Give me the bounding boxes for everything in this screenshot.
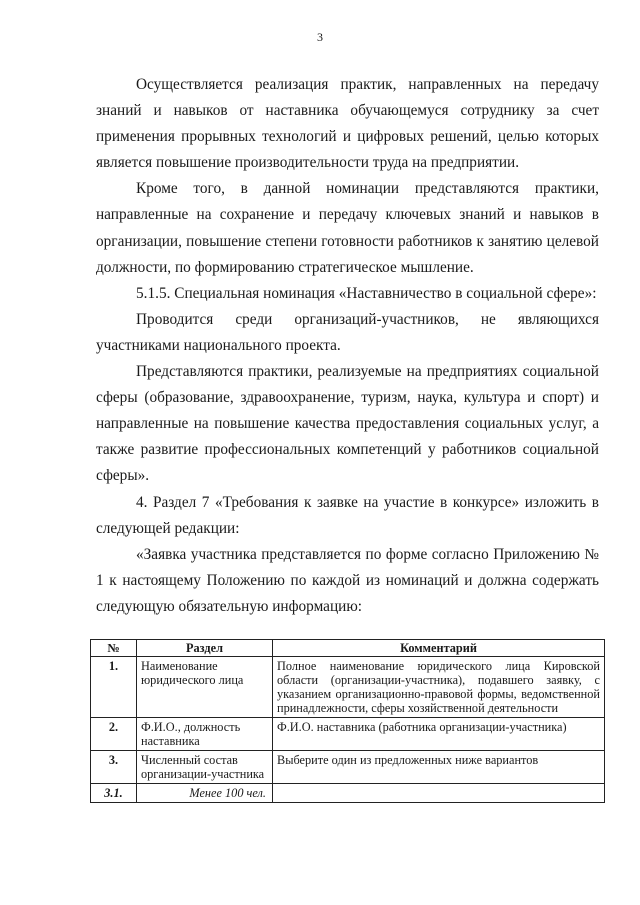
table-row [91,718,605,751]
row-section: Наименование юридического лица [137,657,273,718]
header-number: № [91,640,137,657]
row-number: 2. [91,718,137,751]
row-comment: Ф.И.О. наставника (работника организации-участника) [273,718,605,751]
paragraph-conducted: Проводится среди организаций-участников, не являющихся участниками национального проекта. [96,310,599,354]
table-header-row [91,640,605,657]
paragraph-application: «Заявка участника представляется по форме согласно Приложению № 1 к настоящему Положению по каждой из номинаций и должна содержать следующую обязательную информацию: [96,545,599,615]
paragraph-special-nomination: 5.1.5. Специальная номинация «Наставничество в социальной сфере»: [136,284,597,302]
document-body [96,72,599,620]
page-number: 3 [317,30,323,44]
row-number: 1. [91,657,137,718]
paragraph-additional: Кроме того, в данной номинации представляются практики, направленные на сохранение и передачу ключевых знаний и навыков в организации, повышение степени готовности работников к занятию целевой должности, по формированию стратегическое мышление. [96,180,599,276]
row-comment: Полное наименование юридического лица Кировской области (организации-участника), подавшего заявку, с указанием организационно-правовой формы, ведомственной принадлежности, сферы хозяйственной деятельности [273,657,605,718]
table-row [91,657,605,718]
row-comment [273,784,605,803]
table-row [91,784,605,803]
row-section: Численный состав организации-участника [137,751,273,784]
requirements-table [90,639,605,803]
row-comment: Выберите один из предложенных ниже вариантов [273,751,605,784]
paragraph-section-7: 4. Раздел 7 «Требования к заявке на участие в конкурсе» изложить в следующей редакции: [96,493,599,537]
row-number: 3. [91,751,137,784]
paragraph-practices: Осуществляется реализация практик, направленных на передачу знаний и навыков от наставника обучающемуся сотруднику за счет применения прорывных технологий и цифровых решений, целью которых является повышение производительности труда на предприятии. [96,76,599,172]
header-comment: Комментарий [273,640,605,657]
row-number: 3.1. [91,784,137,803]
row-section: Менее 100 чел. [137,784,273,803]
row-section: Ф.И.О., должность наставника [137,718,273,751]
table-row [91,751,605,784]
paragraph-social-practices: Представляются практики, реализуемые на предприятиях социальной сферы (образование, здравоохранение, туризм, наука, культура и спорт) и направленные на повышение качества предоставления социальных услуг, а также развитие профессиональных компетенций у работников социальной сферы». [96,363,599,485]
header-section: Раздел [137,640,273,657]
